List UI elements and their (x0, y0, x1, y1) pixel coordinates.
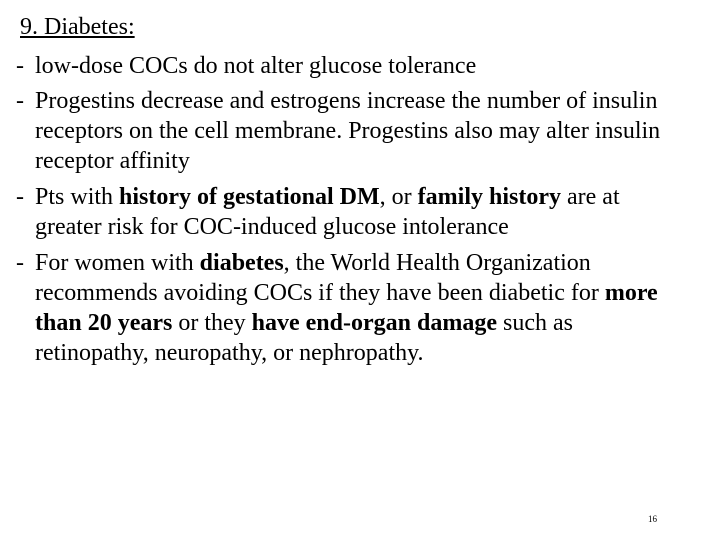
page-number: 16 (648, 514, 657, 524)
bullet-marker: - (16, 184, 24, 210)
bullet-text: low-dose COCs do not alter glucose tolerance (35, 53, 477, 79)
bullet-text: such as retinopathy, neuropathy, or nephropathy. (35, 310, 573, 366)
bullet-item (16, 86, 676, 176)
bullet-text: Pts with (35, 184, 120, 210)
bullet-text: are at greater risk for COC-induced glucose intolerance (35, 184, 620, 240)
bullet-item (16, 51, 676, 81)
bullet-emphasis: family history (417, 184, 561, 210)
bullet-emphasis: diabetes (199, 250, 284, 276)
bullet-text: Progestins decrease and estrogens increase the number of insulin receptors on the cell membrane. Progestins also may alter insulin receptor affinity (35, 88, 661, 174)
bullet-list (16, 51, 676, 374)
bullet-marker: - (16, 250, 24, 276)
bullet-text: , the World Health Organization recommends avoiding COCs if they have been diabetic for (35, 250, 605, 306)
bullet-text: or they (172, 310, 252, 336)
bullet-text: For women with (35, 250, 200, 276)
bullet-marker: - (16, 53, 24, 79)
bullet-emphasis: history of gestational DM (119, 184, 380, 210)
slide-heading: 9. Diabetes: (20, 14, 135, 40)
bullet-emphasis: more than 20 years (35, 280, 658, 336)
bullet-text: , or (379, 184, 418, 210)
bullet-emphasis: have end-organ damage (251, 310, 497, 336)
bullet-marker: - (16, 88, 24, 114)
bullet-item (16, 182, 676, 242)
bullet-item (16, 248, 676, 368)
